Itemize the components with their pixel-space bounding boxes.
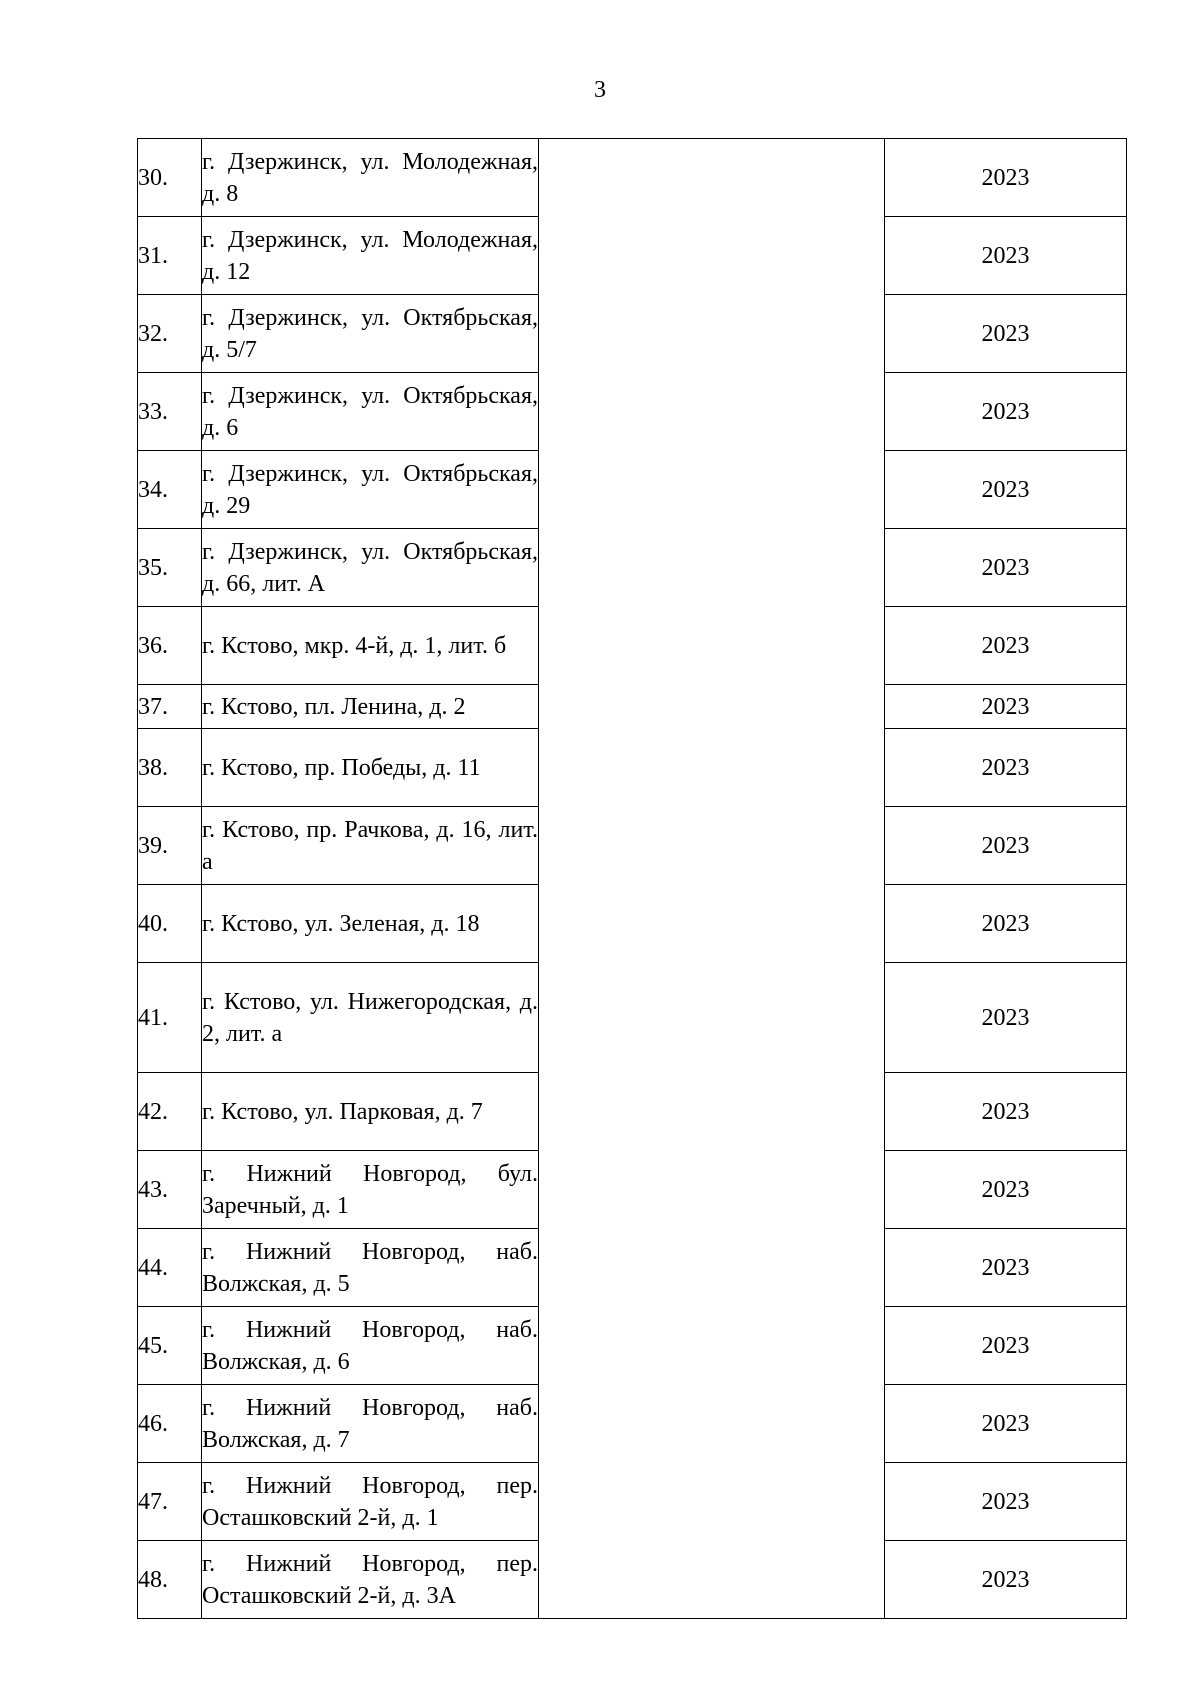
address-cell: г. Дзержинск, ул. Октябрьская, д. 6 <box>202 373 539 451</box>
address-cell: г. Кстово, пл. Ленина, д. 2 <box>202 685 539 729</box>
address-cell: г. Дзержинск, ул. Октябрьская, д. 66, лит. А <box>202 529 539 607</box>
row-number: 38. <box>138 729 202 807</box>
row-number: 40. <box>138 885 202 963</box>
year-cell: 2023 <box>885 217 1127 295</box>
address-cell: г. Кстово, ул. Зеленая, д. 18 <box>202 885 539 963</box>
row-number: 46. <box>138 1385 202 1463</box>
row-number: 35. <box>138 529 202 607</box>
year-cell: 2023 <box>885 529 1127 607</box>
year-cell: 2023 <box>885 729 1127 807</box>
row-number: 44. <box>138 1229 202 1307</box>
address-cell: г. Нижний Новгород, наб. Волжская, д. 5 <box>202 1229 539 1307</box>
row-number: 43. <box>138 1151 202 1229</box>
year-cell: 2023 <box>885 885 1127 963</box>
row-number: 33. <box>138 373 202 451</box>
row-number: 39. <box>138 807 202 885</box>
address-cell: г. Кстово, ул. Парковая, д. 7 <box>202 1073 539 1151</box>
row-number: 41. <box>138 963 202 1073</box>
year-cell: 2023 <box>885 963 1127 1073</box>
year-cell: 2023 <box>885 1541 1127 1619</box>
address-cell: г. Нижний Новгород, пер. Осташковский 2-й, д. 3А <box>202 1541 539 1619</box>
page-number: 3 <box>594 77 606 103</box>
address-cell: г. Кстово, ул. Нижегородская, д. 2, лит. а <box>202 963 539 1073</box>
address-cell: г. Дзержинск, ул. Октябрьская, д. 5/7 <box>202 295 539 373</box>
year-cell: 2023 <box>885 1385 1127 1463</box>
address-cell: г. Дзержинск, ул. Молодежная, д. 8 <box>202 139 539 217</box>
row-number: 31. <box>138 217 202 295</box>
address-cell: г. Кстово, мкр. 4-й, д. 1, лит. б <box>202 607 539 685</box>
address-cell: г. Нижний Новгород, наб. Волжская, д. 7 <box>202 1385 539 1463</box>
row-number: 48. <box>138 1541 202 1619</box>
address-cell: г. Нижний Новгород, наб. Волжская, д. 6 <box>202 1307 539 1385</box>
year-cell: 2023 <box>885 139 1127 217</box>
address-cell: г. Нижний Новгород, бул. Заречный, д. 1 <box>202 1151 539 1229</box>
row-number: 36. <box>138 607 202 685</box>
year-cell: 2023 <box>885 685 1127 729</box>
year-cell: 2023 <box>885 1151 1127 1229</box>
year-cell: 2023 <box>885 373 1127 451</box>
address-table-body <box>138 139 1127 1619</box>
year-cell: 2023 <box>885 607 1127 685</box>
row-number: 37. <box>138 685 202 729</box>
row-number: 47. <box>138 1463 202 1541</box>
year-cell: 2023 <box>885 1307 1127 1385</box>
row-number: 34. <box>138 451 202 529</box>
row-number: 45. <box>138 1307 202 1385</box>
address-cell: г. Дзержинск, ул. Октябрьская, д. 29 <box>202 451 539 529</box>
year-cell: 2023 <box>885 451 1127 529</box>
year-cell: 2023 <box>885 295 1127 373</box>
address-cell: г. Кстово, пр. Победы, д. 11 <box>202 729 539 807</box>
address-cell: г. Нижний Новгород, пер. Осташковский 2-й, д. 1 <box>202 1463 539 1541</box>
year-cell: 2023 <box>885 807 1127 885</box>
table-row <box>138 139 1127 217</box>
row-number: 30. <box>138 139 202 217</box>
year-cell: 2023 <box>885 1463 1127 1541</box>
address-table <box>137 138 1127 1619</box>
year-cell: 2023 <box>885 1229 1127 1307</box>
address-cell: г. Дзержинск, ул. Молодежная, д. 12 <box>202 217 539 295</box>
merged-empty-column <box>539 139 885 1619</box>
year-cell: 2023 <box>885 1073 1127 1151</box>
row-number: 32. <box>138 295 202 373</box>
address-cell: г. Кстово, пр. Рачкова, д. 16, лит. а <box>202 807 539 885</box>
row-number: 42. <box>138 1073 202 1151</box>
